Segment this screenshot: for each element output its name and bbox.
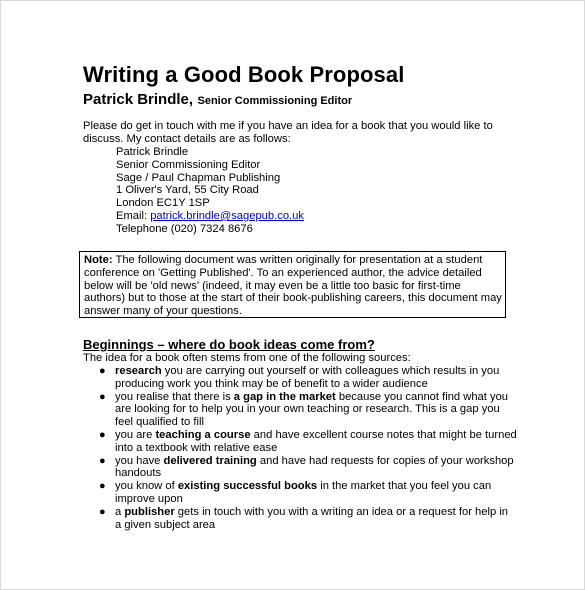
email-label: Email: [116, 209, 148, 222]
contact-details [116, 146, 304, 236]
contact-name: Patrick Brindle [116, 146, 189, 158]
bullet-icon: ● [99, 390, 106, 403]
intro-paragraph: Please do get in touch with me if you have an idea for a book that you would like to discuss. My contact details are as follows: [83, 120, 493, 145]
contact-telephone: Telephone (020) 7324 8676 [116, 222, 253, 235]
document-title: Writing a Good Book Proposal [83, 62, 405, 87]
contact-address-line2: London EC1Y 1SP [116, 197, 210, 210]
list-item: ● research you are carrying out yourself or with colleagues which results in you producing work you think may be of benefit to a wider audience [99, 365, 500, 390]
list-item: ● you know of existing successful books in the market that you feel you can improve upon [99, 480, 492, 505]
sources-list [97, 365, 517, 531]
note-box [79, 251, 506, 318]
author-role: Senior Commissioning Editor [197, 95, 353, 107]
email-link[interactable]: patrick.brindle@sagepub.co.uk [150, 209, 304, 222]
contact-email-line [116, 210, 304, 223]
author-line [83, 91, 352, 109]
list-item: ● you have delivered training and have had requests for copies of your workshop handouts [99, 454, 514, 480]
bullet-icon: ● [99, 454, 106, 467]
bullet-icon: ● [99, 505, 106, 518]
author-name: Patrick Brindle, [83, 91, 194, 108]
section-heading: Beginnings – where do book ideas come from? [83, 337, 375, 352]
note-label: Note: [84, 254, 113, 266]
bullet-icon: ● [99, 428, 106, 441]
sources-intro: The idea for a book often stems from one of the following sources: [83, 352, 411, 364]
list-item: ● you are teaching a course and have excellent course notes that might be turned into a textbook with relative ease [99, 428, 517, 454]
contact-company: Sage / Paul Chapman Publishing [116, 171, 281, 184]
list-item: ● a publisher gets in touch with you with a writing an idea or a request for help in a given subject area [99, 505, 509, 531]
bullet-icon: ● [99, 480, 106, 493]
contact-address-line1: 1 Oliver's Yard, 55 City Road [116, 184, 259, 197]
contact-role: Senior Commissioning Editor [116, 158, 261, 171]
bullet-icon: ● [99, 365, 106, 377]
list-item: ● you realise that there is a gap in the market because you cannot find what you are looking for to help you in your own teaching or research. This is a gap you feel qualified to fill [99, 390, 509, 429]
note-text: The following document was written originally for presentation at a student conference on 'Getting Published'. To an experienced author, the advice detailed below will be 'old news' (indeed, it may even be a little too basic for first-time authors) but to those at the start of their book-publishing careers, this document may answer many of your questions. [84, 254, 502, 318]
